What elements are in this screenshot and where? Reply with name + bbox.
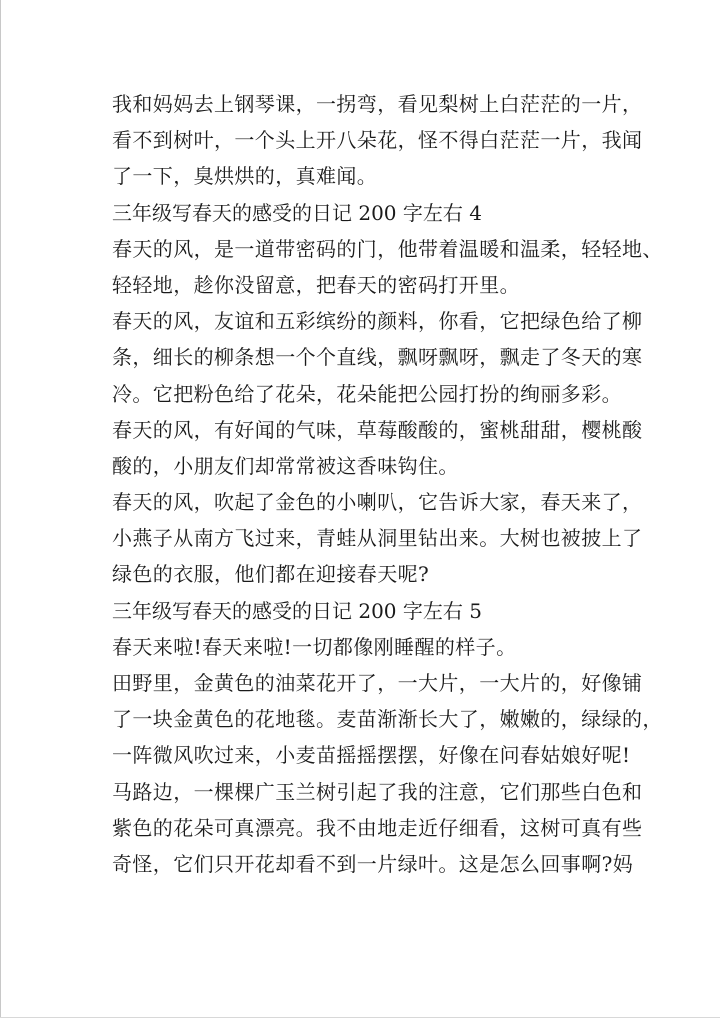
text-line: 轻轻地，趁你没留意，把春天的密码打开里。 [112,272,520,297]
page-left-border [0,0,1,1018]
text-line: 奇怪，它们只开花却看不到一片绿叶。这是怎么回事啊?妈 [112,851,634,876]
text-line: 了一块金黄色的花地毯。麦苗渐渐长大了，嫩嫩的，绿绿的， [112,707,663,732]
document-body [112,86,663,882]
text-line: 看不到树叶，一个头上开八朵花，怪不得白茫茫一片，我闻 [112,128,643,153]
text-line: 小燕子从南方飞过来，青蛙从洞里钻出来。大树也被披上了 [112,526,643,551]
text-line: 一阵微风吹过来，小麦苗摇摇摆摆，好像在问春姑娘好呢! [112,743,631,768]
text-line: 酸的，小朋友们却常常被这香味钩住。 [112,453,459,478]
text-line: 春天的风，吹起了金色的小喇叭，它告诉大家，春天来了， [112,490,643,515]
text-line: 春天来啦!春天来啦!一切都像刚睡醒的样子。 [112,634,517,659]
text-line: 条，细长的柳条想一个个直线，飘呀飘呀，飘走了冬天的寒 [112,345,643,370]
text-line: 紫色的花朵可真漂亮。我不由地走近仔细看，这树可真有些 [112,815,643,840]
text-line: 春天的风，是一道带密码的门，他带着温暖和温柔，轻轻地、 [112,236,663,261]
text-line: 了一下，臭烘烘的，真难闻。 [112,164,378,189]
text-line: 田野里，金黄色的油菜花开了，一大片，一大片的，好像铺 [112,671,643,695]
section-heading: 三年级写春天的感受的日记 200 字左右 5 [112,598,482,623]
text-line: 春天的风，友谊和五彩缤纷的颜料，你看，它把绿色给了柳 [112,309,643,334]
text-line: 冷。它把粉色给了花朵，花朵能把公园打扮的绚丽多彩。 [112,381,622,406]
text-line: 马路边，一棵棵广玉兰树引起了我的注意，它们那些白色和 [112,779,643,804]
text-line: 春天的风，有好闻的气味，草莓酸酸的，蜜桃甜甜，樱桃酸 [112,417,643,442]
text-line: 我和妈妈去上钢琴课，一拐弯，看见梨树上白茫茫的一片， [112,92,643,116]
section-heading: 三年级写春天的感受的日记 200 字左右 4 [112,200,482,225]
text-line: 绿色的衣服，他们都在迎接春天呢? [112,562,430,587]
